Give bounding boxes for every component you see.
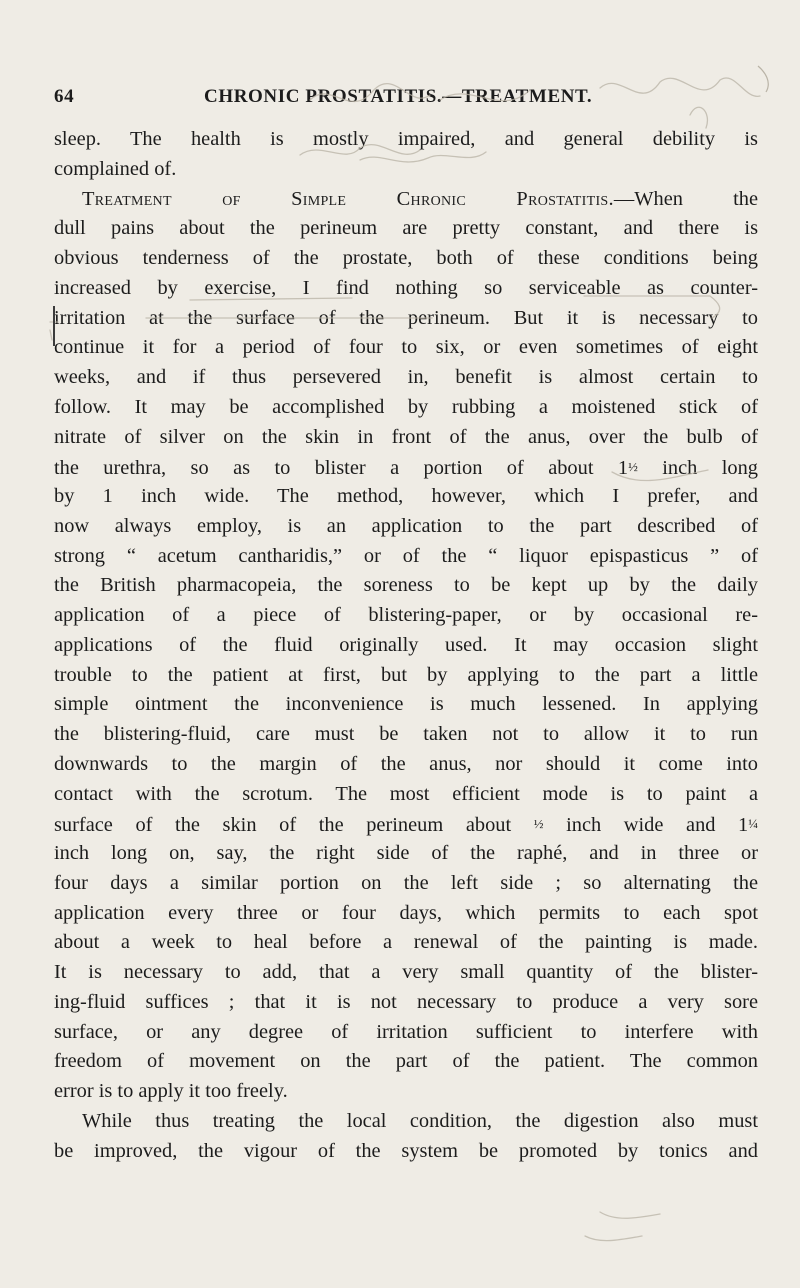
text-line: continue it for a period of four to six, or even sometimes of eight (54, 336, 758, 359)
fraction: ½ (533, 816, 544, 832)
section-heading: Treatment of Simple Chronic Prostatitis. (82, 187, 614, 210)
text-line: be improved, the vigour of the system be promoted by tonics and (54, 1139, 758, 1162)
text-line: now always employ, is an application to the part described of (54, 514, 758, 537)
text-line: nitrate of silver on the skin in front of the anus, over the bulb of (54, 425, 758, 448)
text-line: dull pains about the perineum are pretty constant, and there is (54, 217, 758, 240)
fraction: ¼ (748, 816, 758, 832)
text-line: While thus treating the local condition, the digestion also must (82, 1109, 758, 1132)
page-number: 64 (54, 86, 75, 107)
running-head (54, 86, 710, 110)
text-line: by 1 inch wide. The method, however, which I prefer, and (54, 485, 758, 507)
body-text (54, 125, 758, 1166)
text-line: application every three or four days, which permits to each spot (54, 901, 758, 924)
text-line: strong “ acetum cantharidis,” or of the “ liquor epispasticus ” of (54, 544, 758, 567)
text-line: the British pharmacopeia, the soreness to be kept up by the daily (54, 574, 758, 597)
text-line: sleep. The health is mostly impaired, and general debility is (54, 128, 758, 150)
text-line: downwards to the margin of the anus, nor should it come into (54, 752, 758, 775)
text-line: applications of the fluid originally used. It may occasion slight (54, 633, 758, 656)
text-line: It is necessary to add, that a very small quantity of the blister- (54, 961, 758, 983)
text-line: about a week to heal before a renewal of the painting is made. (54, 931, 758, 954)
fraction: ½ (628, 459, 638, 475)
text-line: follow. It may be accomplished by rubbing a moistened stick of (54, 395, 758, 418)
text-line: freedom of movement on the part of the patient. The common (54, 1050, 758, 1073)
section-heading-line: Treatment of Simple Chronic Prostatitis.—When the (82, 187, 758, 210)
text-line: complained of. (54, 157, 177, 180)
text-line: weeks, and if thus persevered in, benefit is almost certain to (54, 366, 758, 388)
text-line: surface, or any degree of irritation sufficient to interfere with (54, 1020, 758, 1043)
text-line: the blistering-fluid, care must be taken not to allow it to run (54, 723, 758, 745)
text-line: simple ointment the inconvenience is much lessened. In applying (54, 693, 758, 716)
text-line: the urethra, so as to blister a portion of about 1½ inch long (54, 457, 758, 480)
text-line: trouble to the patient at first, but by applying to the part a little (54, 663, 758, 686)
text-line: obvious tenderness of the prostate, both of these conditions being (54, 247, 758, 269)
text-line: application of a piece of blistering-paper, or by occasional re- (54, 604, 758, 626)
text-line: increased by exercise, I find nothing so serviceable as counter- (54, 276, 758, 299)
text-line: contact with the scrotum. The most efficient mode is to paint a (54, 782, 758, 805)
text-line: irritation at the surface of the perineum. But it is necessary to (54, 306, 758, 329)
text-line: four days a similar portion on the left side ; so alternating the (54, 871, 758, 894)
text-line: inch long on, say, the right side of the raphé, and in three or (54, 842, 758, 864)
text-line: surface of the skin of the perineum about ½ inch wide and 1¼ (54, 814, 758, 837)
text-line: ing-fluid suffices ; that it is not necessary to produce a very sore (54, 990, 758, 1013)
text-line: error is to apply it too freely. (54, 1080, 288, 1102)
running-title: CHRONIC PROSTATITIS.—TREATMENT. (204, 86, 593, 107)
